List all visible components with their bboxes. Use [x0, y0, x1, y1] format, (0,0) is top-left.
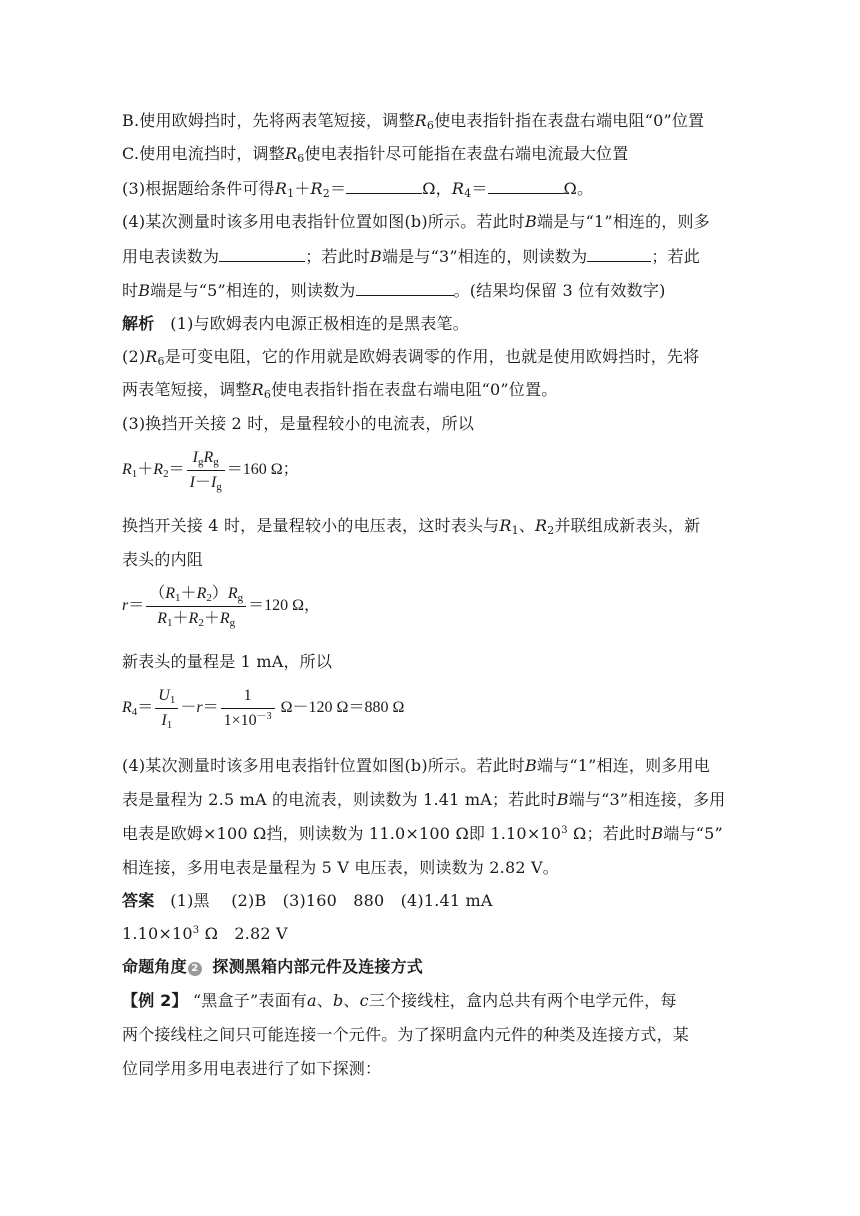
- subscript: g: [216, 481, 222, 493]
- question-4-text: 时: [122, 281, 139, 300]
- symbol-r: R: [274, 179, 288, 198]
- symbol-b: B: [556, 790, 569, 809]
- analysis-text: 端与“5”: [663, 824, 723, 843]
- question-3-line: [122, 177, 593, 200]
- subscript: 6: [157, 355, 165, 368]
- subscript: 2: [322, 187, 330, 200]
- equals-sign: ＝: [137, 699, 154, 717]
- analysis-text: (2): [122, 347, 146, 366]
- separator: 、: [343, 991, 360, 1010]
- symbol-b: B: [138, 281, 151, 300]
- analysis-line-11: [122, 857, 559, 879]
- analysis-text: 使电表指针指在表盘右端电阻“0”位置。: [271, 380, 558, 399]
- analysis-text: 电表是欧姆×100 Ω挡，则读数为 11.0×100 Ω即 1.10×10: [122, 824, 562, 843]
- symbol-r: r: [122, 597, 129, 615]
- plus-sign: ＋: [294, 179, 311, 198]
- subscript: 6: [297, 152, 305, 165]
- symbol-b: B: [370, 247, 382, 266]
- symbol-r: R: [535, 516, 548, 535]
- subscript: 6: [263, 388, 272, 401]
- symbol-r: R: [251, 380, 264, 399]
- angle-title: 探测黑箱内部元件及连接方式: [212, 957, 423, 976]
- separator: 、: [316, 991, 333, 1010]
- analysis-text: 端与“3”相连接，多用: [568, 790, 726, 809]
- equation-2: [122, 584, 320, 629]
- question-4-text: (4)某次测量时该多用电表指针位置如图(b)所示。若此时: [122, 212, 525, 231]
- symbol-r: R: [227, 585, 238, 602]
- plus-sign: ＋: [180, 585, 197, 602]
- numerator: [146, 584, 246, 607]
- example-label: 【例 2】: [122, 991, 188, 1010]
- option-b-line: [122, 110, 704, 132]
- subscript: g: [229, 617, 236, 629]
- symbol-r: r: [196, 699, 203, 717]
- subscript: 4: [464, 187, 472, 200]
- question-4-text: ；若此: [651, 247, 700, 266]
- superscript: －3: [256, 711, 272, 722]
- answer-text: (1)黑 (2)B (3)160 880 (4)1.41 mA: [170, 891, 493, 910]
- analysis-text: 是可变电阻，它的作用就是欧姆表调零的作用，也就是使用欧姆挡时，先将: [164, 347, 700, 366]
- analysis-line-4: [122, 413, 474, 435]
- equation-result: Ω－120 Ω＝880 Ω: [280, 699, 405, 717]
- analysis-text: 新表头的量程是 1 mA，所以: [122, 652, 333, 671]
- analysis-text: (4)某次测量时该多用电表指针位置如图(b)所示。若此时: [122, 756, 525, 775]
- subscript: 2: [547, 524, 555, 537]
- numerator: [187, 448, 225, 471]
- minus-sign: －: [180, 699, 197, 717]
- symbol-b: b: [332, 991, 344, 1010]
- symbol-r: R: [188, 610, 199, 627]
- symbol-i: I: [210, 474, 217, 491]
- denominator: [146, 607, 246, 629]
- unit-text: Ω，: [422, 179, 452, 198]
- analysis-text: 换挡开关接 4 时，是量程较小的电压表，这时表头与: [122, 516, 500, 535]
- subscript: 1: [511, 524, 519, 537]
- symbol-r: R: [145, 347, 158, 366]
- superscript: 3: [192, 925, 200, 936]
- symbol-i: I: [161, 712, 167, 729]
- analysis-line-10: [122, 823, 723, 845]
- symbol-r: R: [122, 461, 132, 479]
- denominator: [155, 709, 178, 731]
- subscript: 1: [169, 694, 176, 706]
- answer-blank[interactable]: [346, 177, 422, 194]
- subscript: g: [197, 456, 204, 468]
- symbol-b: B: [525, 212, 537, 231]
- analysis-text: 表是量程为 2.5 mA 的电流表，则读数为 1.41 mA；若此时: [122, 790, 557, 809]
- example-text: “黑盒子”表面有: [193, 991, 307, 1010]
- numerator: 1: [221, 686, 275, 709]
- example-line-3: [122, 1058, 381, 1080]
- unit-text: Ω。: [563, 179, 594, 198]
- denominator: [221, 709, 275, 731]
- question-4-line-1: [122, 211, 710, 233]
- option-c-tail: 使电表指针尽可能指在表盘右端电流最大位置: [304, 144, 629, 163]
- equals-sign: ＝: [329, 179, 347, 198]
- symbol-r: R: [165, 585, 176, 602]
- question-4-text: 。(结果均保留 3 位有效数字): [453, 281, 666, 300]
- equals-sign: ＝: [128, 597, 145, 615]
- analysis-text: Ω；若此时: [573, 824, 652, 843]
- analysis-text: (3)换挡开关接 2 时，是量程较小的电流表，所以: [122, 414, 475, 433]
- example-text: 位同学用多用电表进行了如下探测：: [122, 1059, 382, 1078]
- equation-result: ＝120 Ω，: [248, 597, 321, 615]
- answer-text: 1.10×10: [122, 924, 193, 943]
- symbol-r: R: [196, 585, 207, 602]
- fraction: [146, 584, 246, 629]
- analysis-text: 表头的内阻: [122, 550, 204, 569]
- symbol-c: c: [359, 991, 369, 1010]
- analysis-line-9: [122, 789, 725, 811]
- symbol-r: R: [122, 699, 132, 717]
- plus-sign: ＋: [172, 610, 189, 627]
- option-c-line: [122, 143, 628, 165]
- analysis-text: (1)与欧姆表内电源正极相连的是黑表笔。: [170, 314, 469, 333]
- question-4-text: 端是与“3”相连的，则读数为: [381, 247, 588, 266]
- example-line-2: [122, 1024, 689, 1046]
- symbol-i: I: [189, 474, 195, 491]
- subscript: 4: [131, 706, 138, 719]
- equation-result: ＝160 Ω；: [226, 461, 299, 479]
- fraction: [221, 686, 275, 731]
- question-3-text: (3)根据题给条件可得: [122, 179, 275, 198]
- example-text: 三个接线柱，盒内总共有两个电学元件，每: [368, 991, 677, 1010]
- analysis-line-7: [122, 651, 332, 673]
- subscript: 1: [166, 719, 173, 731]
- superscript: 3: [561, 825, 568, 836]
- option-c-text: C.使用电流挡时，调整: [122, 144, 285, 163]
- symbol-r: R: [414, 111, 427, 130]
- analysis-line-8: [122, 755, 710, 777]
- answer-blank[interactable]: [587, 245, 651, 262]
- answer-line-1: [122, 890, 493, 912]
- minus-sign: －: [194, 474, 211, 491]
- symbol-u: U: [158, 687, 170, 704]
- symbol-b: B: [651, 824, 664, 843]
- angle-label: 命题角度: [122, 957, 187, 976]
- denominator-value: 1×10: [223, 712, 257, 729]
- symbol-r: R: [157, 610, 168, 627]
- equation-3: [122, 686, 404, 731]
- paren: （: [149, 585, 166, 602]
- symbol-r: R: [451, 179, 465, 198]
- fraction: [155, 686, 178, 731]
- denominator: [187, 471, 225, 493]
- analysis-text: 并联组成新表头，新: [554, 516, 701, 535]
- subscript: 6: [426, 119, 435, 132]
- analysis-text: 相连接，多用电表是量程为 5 V 电压表，则读数为 2.82 V。: [122, 858, 559, 877]
- numerator: [155, 686, 178, 709]
- question-4-text: 用电表读数为: [122, 247, 220, 266]
- section-heading: [122, 956, 423, 978]
- symbol-a: a: [306, 991, 317, 1010]
- subscript: g: [237, 592, 244, 604]
- option-b-text: B.使用欧姆挡时，先将两表笔短接，调整: [122, 111, 415, 130]
- symbol-r: R: [499, 516, 512, 535]
- question-4-tail: 端是与“1”相连的，则多: [536, 212, 710, 231]
- equals-sign: ＝: [471, 179, 488, 198]
- answer-blank[interactable]: [219, 245, 305, 262]
- equals-sign: ＝: [168, 461, 185, 479]
- equation-1: [122, 448, 299, 493]
- analysis-line-2: [122, 346, 699, 368]
- equals-sign: ＝: [202, 699, 219, 717]
- subscript: 1: [287, 187, 295, 200]
- question-4-line-2: [122, 245, 700, 268]
- subscript: 2: [206, 592, 212, 604]
- question-4-line-3: [122, 279, 666, 302]
- subscript: 1: [175, 592, 181, 604]
- circled-number-icon: 2: [188, 962, 202, 976]
- symbol-r: R: [219, 610, 230, 627]
- subscript: 2: [198, 617, 204, 629]
- paren: ）: [211, 585, 228, 602]
- subscript: 1: [131, 468, 138, 481]
- analysis-text: 端与“1”相连，则多用电: [536, 756, 710, 775]
- question-4-text: ；若此时: [305, 247, 371, 266]
- symbol-r: R: [203, 449, 214, 466]
- subscript: 1: [167, 617, 173, 629]
- answer-blank[interactable]: [488, 177, 564, 194]
- plus-sign: ＋: [137, 461, 154, 479]
- plus-sign: ＋: [203, 610, 220, 627]
- symbol-r: R: [284, 144, 298, 163]
- option-b-tail: 使电表指针指在表盘右端电阻“0”位置: [434, 111, 705, 130]
- analysis-line-5: [122, 515, 700, 537]
- symbol-r: R: [153, 461, 164, 479]
- answer-line-2: [122, 923, 288, 945]
- answer-blank[interactable]: [356, 279, 454, 296]
- symbol-r: R: [310, 179, 323, 198]
- symbol-i: I: [192, 449, 198, 466]
- answer-label: 答案: [122, 891, 155, 910]
- symbol-b: B: [525, 756, 537, 775]
- subscript: 2: [163, 468, 169, 481]
- analysis-line-1: [122, 313, 469, 335]
- answer-text: Ω 2.82 V: [204, 924, 288, 943]
- example-text: 两个接线柱之间只可能连接一个元件。为了探明盒内元件的种类及连接方式，某: [122, 1025, 690, 1044]
- analysis-line-3: [122, 379, 557, 401]
- analysis-line-6: [122, 549, 203, 571]
- fraction: [187, 448, 225, 493]
- subscript: g: [213, 456, 219, 468]
- separator: 、: [518, 516, 536, 535]
- example-line-1: [122, 990, 677, 1012]
- question-4-text: 端是与“5”相连的，则读数为: [150, 281, 356, 300]
- analysis-text: 两表笔短接，调整: [122, 380, 252, 399]
- analysis-label: 解析: [122, 314, 155, 333]
